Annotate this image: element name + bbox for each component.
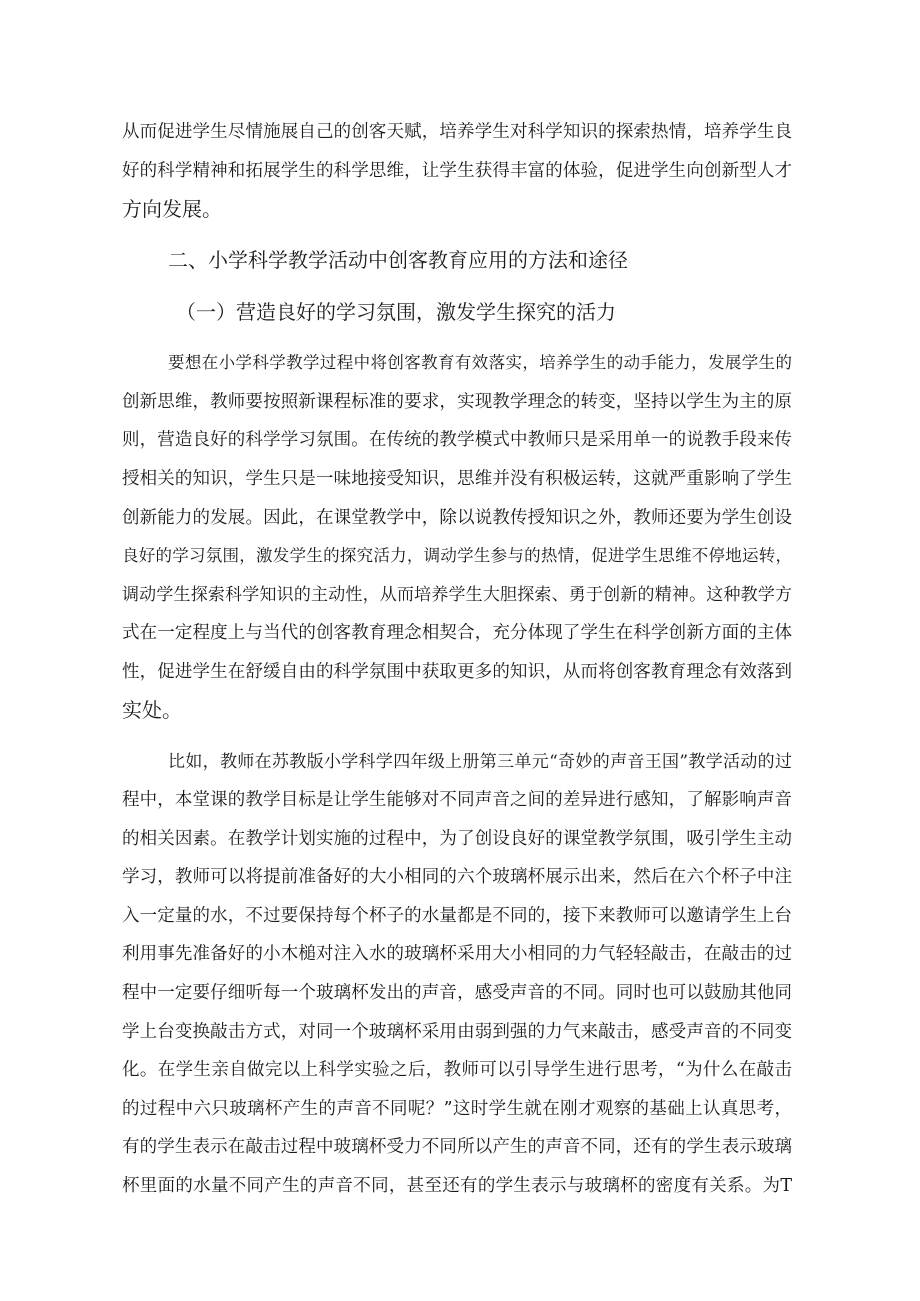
text-line: 调动学生探索科学知识的主动性，从而培养学生大胆探索、勇于创新的精神。这种教学方 bbox=[122, 585, 792, 605]
text-line: 创新能力的发展。因此，在课堂教学中，除以说教传授知识之外，教师还要为学生创设 bbox=[122, 508, 792, 528]
text-line: 的过程中六只玻璃杯产生的声音不同呢？”这时学生就在刚才观察的基础上认真思考， bbox=[122, 1099, 792, 1119]
text-line: 化。在学生亲自做完以上科学实验之后，教师可以引导学生进行思考，“为什么在敲击 bbox=[122, 1060, 792, 1080]
text-line: 的相关因素。在教学计划实施的过程中，为了创设良好的课堂教学氛围，吸引学生主动 bbox=[122, 829, 792, 849]
text-line: 比如，教师在苏教版小学科学四年级上册第三单元“奇妙的声音王国”教学活动的过 bbox=[168, 752, 792, 772]
text-line: 程中一定要仔细听每一个玻璃杯发出的声音，感受声音的不同。同时也可以鼓励其他同 bbox=[122, 983, 792, 1003]
text-line: 式在一定程度上与当代的创客教育理念相契合，充分体现了学生在科学创新方面的主体 bbox=[122, 623, 792, 643]
text-line: 好的科学精神和拓展学生的科学思维，让学生获得丰富的体验，促进学生向创新型人才 bbox=[122, 161, 792, 181]
text-line: 良好的学习氛围，激发学生的探究活力，调动学生参与的热情，促进学生思维不停地运转， bbox=[122, 546, 792, 565]
text-line: 创新思维，教师要按照新课程标准的要求，实现教学理念的转变，坚持以学生为主的原 bbox=[122, 392, 792, 412]
text-line: 程中，本堂课的教学目标是让学生能够对不同声音之间的差异进行感知，了解影响声音 bbox=[122, 790, 792, 810]
section-heading: 二、小学科学教学活动中创客教育应用的方法和途径 bbox=[168, 248, 628, 272]
subsection-heading: （一）营造良好的学习氛围，激发学生探究的活力 bbox=[176, 300, 616, 324]
text-line: 学习，教师可以将提前准备好的大小相同的六个玻璃杯展示出来，然后在六个杯子中注 bbox=[122, 867, 792, 887]
text-line: 方向发展。 bbox=[122, 197, 222, 221]
text-line: 入一定量的水，不过要保持每个杯子的水量都是不同的，接下来教师可以邀请学生上台 bbox=[122, 906, 792, 926]
text-line: 学上台变换敲击方式，对同一个玻璃杯采用由弱到强的力气来敲击，感受声音的不同变 bbox=[122, 1022, 792, 1042]
text-line: 要想在小学科学教学过程中将创客教育有效落实，培养学生的动手能力，发展学生的 bbox=[168, 353, 792, 372]
text-line: 有的学生表示在敲击过程中玻璃杯受力不同所以产生的声音不同，还有的学生表示玻璃 bbox=[122, 1137, 792, 1157]
text-line: 实处。 bbox=[122, 698, 182, 722]
text-line: 杯里面的水量不同产生的声音不同，甚至还有的学生表示与玻璃杯的密度有关系。为T bbox=[122, 1176, 792, 1196]
text-line: 性，促进学生在舒缓自由的科学氛围中获取更多的知识，从而将创客教育理念有效落到 bbox=[122, 662, 792, 682]
text-line: 从而促进学生尽情施展自己的创客天赋，培养学生对科学知识的探索热情，培养学生良 bbox=[122, 122, 792, 142]
text-line: 则，营造良好的科学学习氛围。在传统的教学模式中教师只是采用单一的说教手段来传 bbox=[122, 430, 792, 450]
text-line: 利用事先准备好的小木槌对注入水的玻璃杯采用大小相同的力气轻轻敲击，在敲击的过 bbox=[122, 944, 792, 964]
text-line: 授相关的知识，学生只是一味地接受知识，思维并没有积极运转，这就严重影响了学生 bbox=[122, 469, 792, 489]
